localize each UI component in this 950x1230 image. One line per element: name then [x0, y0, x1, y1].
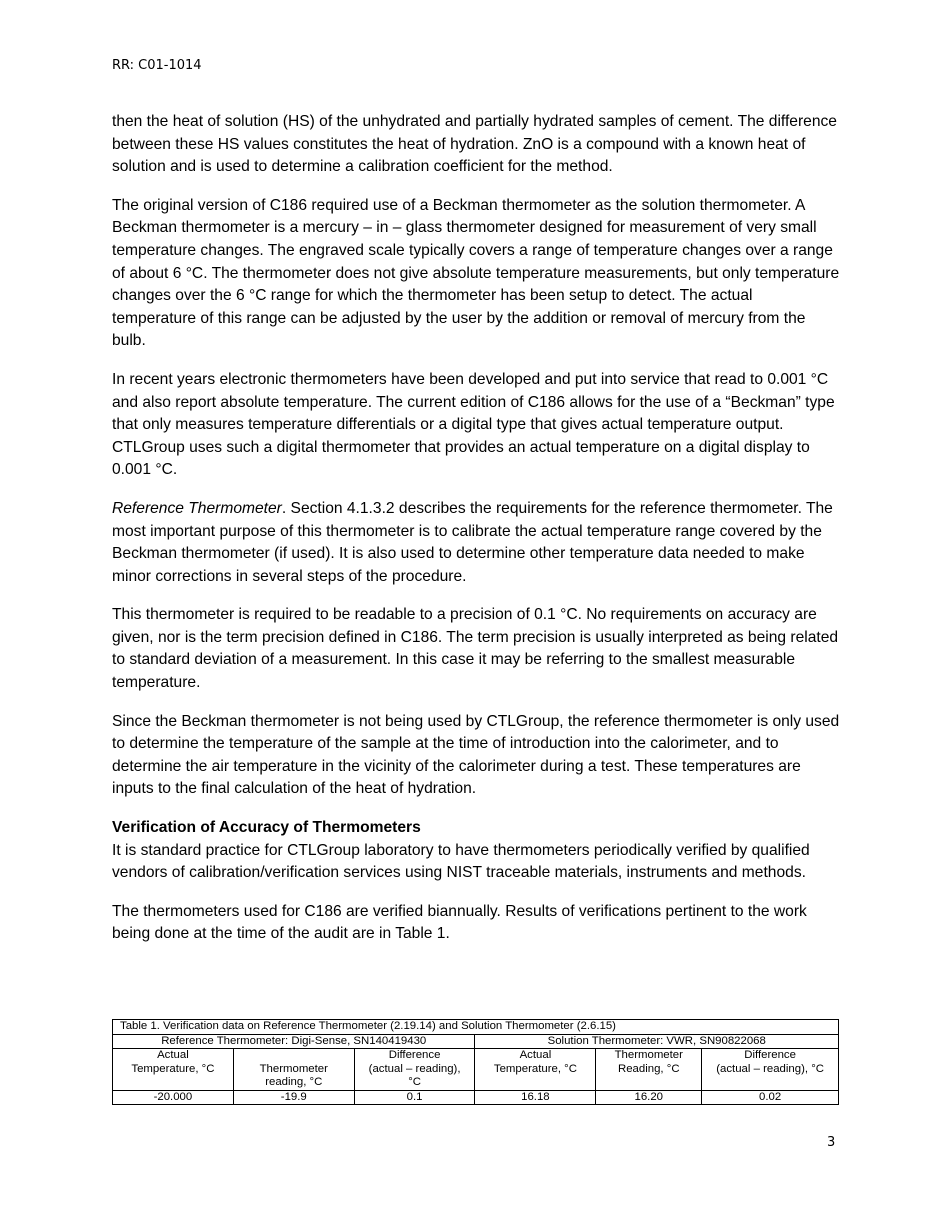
paragraph-beckman-thermometer: The original version of C186 required use of a Beckman thermometer as the solution thermometer. A Beckman thermometer is a mercury – in – glass thermometer designed for measurement of very small temperature changes. The engraved scale typically covers a range of temperature changes over a range of about 6 °C. The thermometer does not give absolute temperature measurements, but only temperature changes over the 6 °C range for which the thermometer has been setup to detect. The actual temperature of this range can be adjusted by the user by the addition or removal of mercury from the bulb.: [112, 196, 840, 350]
paragraph-reference-usage: Since the Beckman thermometer is not being used by CTLGroup, the reference thermometer is only used to determine the temperature of the sample at the time of introduction into the calorimeter, and to determine the air temperature in the vicinity of the calorimeter during a test. These temperatures are inputs to the final calculation of the heat of hydration.: [112, 712, 840, 798]
column-header: Thermometer reading, °C: [233, 1049, 354, 1091]
table-caption: Table 1. Verification data on Reference Thermometer (2.19.14) and Solution Thermometer (2.6.15): [113, 1020, 839, 1035]
paragraph-precision: This thermometer is required to be readable to a precision of 0.1 °C. No requirements on accuracy are given, nor is the term precision defined in C186. The term precision is usually interpreted as being related to standard deviation of a measurement. In this case it may be referring to the smallest measurable temperature.: [112, 606, 839, 692]
column-header: Actual Temperature, °C: [113, 1049, 234, 1091]
report-id: RR: C01-1014: [112, 58, 202, 73]
column-header: Actual Temperature, °C: [475, 1049, 596, 1091]
column-header: Difference (actual – reading), °C: [702, 1049, 839, 1091]
reference-thermometer-text: . Section 4.1.3.2 describes the requirements for the reference thermometer. The most important purpose of this thermometer is to calibrate the actual temperature range covered by the Beckman thermometer (if used). It is also used to determine other temperature data needed to make minor corrections in several steps of the procedure.: [112, 499, 833, 585]
table-row: [113, 1090, 839, 1105]
table-cell: 16.18: [475, 1090, 596, 1105]
body-text: [112, 111, 840, 962]
page-number: 3: [827, 1135, 836, 1150]
column-header: Difference (actual – reading), °C: [354, 1049, 475, 1091]
paragraph-standard-practice: It is standard practice for CTLGroup laboratory to have thermometers periodically verified by qualified vendors of calibration/verification services using NIST traceable materials, instruments and methods.: [112, 841, 810, 882]
paragraph-reference-thermometer: [112, 498, 840, 588]
table-cell: 0.1: [354, 1090, 475, 1105]
solution-thermometer-group: Solution Thermometer: VWR, SN90822068: [475, 1034, 839, 1049]
verification-table: [112, 1019, 839, 1105]
table-cell: 0.02: [702, 1090, 839, 1105]
reference-thermometer-term: Reference Thermometer: [112, 499, 282, 517]
paragraph-electronic-thermometers: In recent years electronic thermometers have been developed and put into service that read to 0.001 °C and also report absolute temperature. The current edition of C186 allows for the use of a “Beckman” type that only measures temperature differentials or a digital type that gives actual temperature output. CTLGroup uses such a digital thermometer that provides an actual temperature on a digital display to 0.001 °C.: [112, 370, 835, 479]
section-heading: Verification of Accuracy of Thermometers: [112, 819, 421, 837]
table-cell: 16.20: [596, 1090, 702, 1105]
table-cell: -20.000: [113, 1090, 234, 1105]
paragraph-biannual-verification: The thermometers used for C186 are verified biannually. Results of verifications pertinent to the work being done at the time of the audit are in Table 1.: [112, 902, 807, 943]
paragraph-heat-of-solution: then the heat of solution (HS) of the unhydrated and partially hydrated samples of cement. The difference between these HS values constitutes the heat of hydration. ZnO is a compound with a known heat of solution and is used to determine a calibration coefficient for the method.: [112, 113, 837, 176]
reference-thermometer-group: Reference Thermometer: Digi-Sense, SN140419430: [113, 1034, 475, 1049]
column-header: Thermometer Reading, °C: [596, 1049, 702, 1091]
table-header-row: [113, 1049, 839, 1091]
table-cell: -19.9: [233, 1090, 354, 1105]
